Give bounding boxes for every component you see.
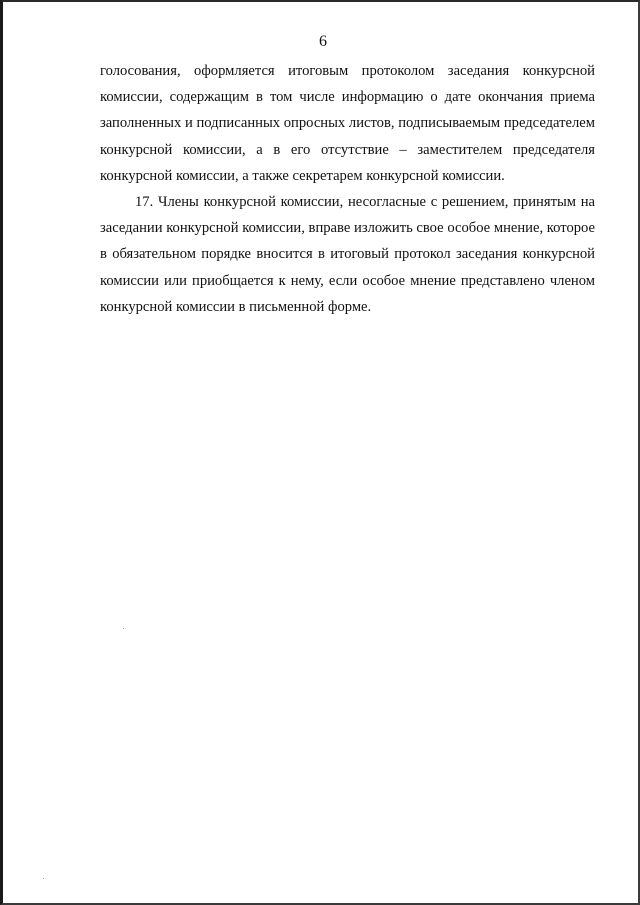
- scan-speck: [43, 878, 44, 879]
- document-body: [100, 58, 595, 320]
- paragraph-continuation: голосования, оформляется итоговым протоколом заседания конкурсной комиссии, содержащим в том числе информацию о дате окончания приема заполненных и подписанных опросных листов, подписываемым председателем конкурсной комиссии, а в его отсутствие – заместителем председателя конкурсной комиссии, а также секретарем конкурсной комиссии.: [100, 63, 595, 184]
- paragraph-item-17: 17. Члены конкурсной комиссии, несогласные с решением, принятым на заседании конкурсной комиссии, вправе изложить свое особое мнение, которое в обязательном порядке вносится в итоговый протокол заседания конкурсной комиссии или приобщается к нему, если особое мнение представлено членом конкурсной комиссии в письменной форме.: [100, 194, 595, 315]
- scan-speck: [123, 628, 124, 629]
- page-number: 6: [319, 33, 327, 50]
